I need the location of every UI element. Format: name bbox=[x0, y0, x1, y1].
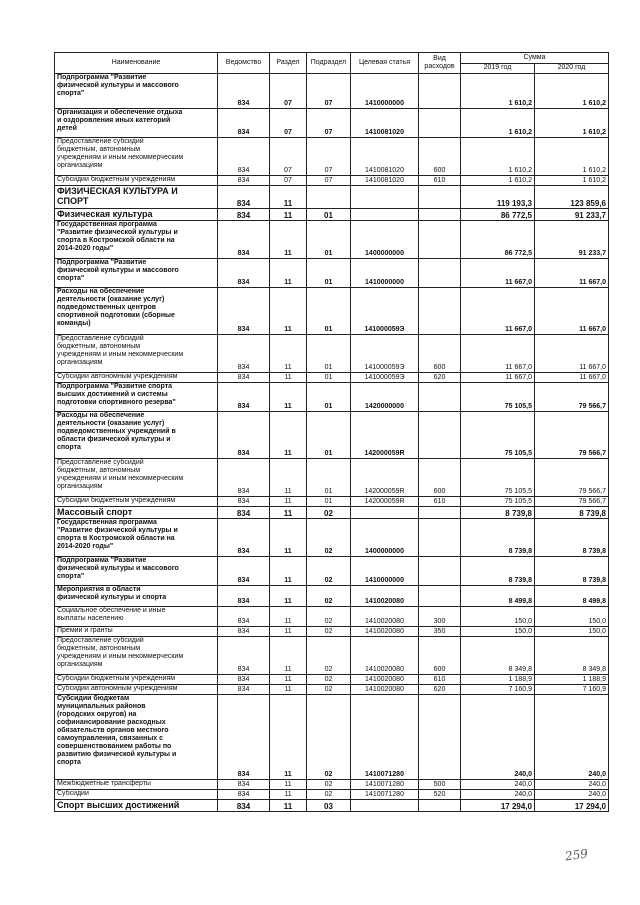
row-target: 1400000000 bbox=[351, 221, 419, 259]
table-row bbox=[55, 507, 609, 519]
row-sum-2019: 75 105,5 bbox=[461, 497, 535, 507]
row-name: Организация и обеспечение отдыха и оздоровления иных категорий детей bbox=[55, 109, 218, 138]
row-dept: 834 bbox=[218, 209, 270, 221]
row-target: 1400000000 bbox=[351, 519, 419, 557]
row-sum-2020: 17 294,0 bbox=[535, 800, 609, 812]
table-row bbox=[55, 519, 609, 557]
table-row bbox=[55, 383, 609, 412]
budget-table bbox=[54, 52, 609, 812]
col-header-subsection: Подраздел bbox=[307, 53, 351, 74]
row-dept: 834 bbox=[218, 259, 270, 288]
row-section: 11 bbox=[270, 497, 307, 507]
row-dept: 834 bbox=[218, 586, 270, 607]
row-name: Физическая культура bbox=[55, 209, 218, 221]
row-dept: 834 bbox=[218, 637, 270, 675]
row-section: 11 bbox=[270, 675, 307, 685]
row-subsection: 02 bbox=[307, 675, 351, 685]
row-section: 07 bbox=[270, 109, 307, 138]
row-name: Премии и гранты bbox=[55, 627, 218, 637]
row-subsection: 02 bbox=[307, 627, 351, 637]
row-subsection: 02 bbox=[307, 637, 351, 675]
row-name: Мероприятия в области физической культуры и спорта bbox=[55, 586, 218, 607]
row-sum-2020: 240,0 bbox=[535, 695, 609, 780]
row-sum-2020: 240,0 bbox=[535, 790, 609, 800]
row-dept: 834 bbox=[218, 221, 270, 259]
row-subsection: 02 bbox=[307, 790, 351, 800]
row-sum-2019: 150,0 bbox=[461, 627, 535, 637]
row-type bbox=[419, 221, 461, 259]
row-sum-2020: 8 499,8 bbox=[535, 586, 609, 607]
row-sum-2019: 240,0 bbox=[461, 780, 535, 790]
row-dept: 834 bbox=[218, 459, 270, 497]
row-sum-2020: 240,0 bbox=[535, 780, 609, 790]
row-target: 1410000000 bbox=[351, 259, 419, 288]
row-type bbox=[419, 695, 461, 780]
row-type bbox=[419, 586, 461, 607]
row-sum-2020: 11 667,0 bbox=[535, 288, 609, 335]
row-target: 1410000000 bbox=[351, 74, 419, 109]
row-sum-2019: 17 294,0 bbox=[461, 800, 535, 812]
row-subsection: 07 bbox=[307, 109, 351, 138]
row-subsection: 01 bbox=[307, 459, 351, 497]
row-sum-2020: 8 739,8 bbox=[535, 507, 609, 519]
row-name: Государственная программа "Развитие физической культуры и спорта в Костромской области на 2014-2020 годы" bbox=[55, 519, 218, 557]
row-target: 1410020080 bbox=[351, 586, 419, 607]
row-sum-2020: 79 566,7 bbox=[535, 383, 609, 412]
row-sum-2019: 7 160,9 bbox=[461, 685, 535, 695]
row-name: Государственная программа "Развитие физической культуры и спорта в Костромской области на 2014-2020 годы" bbox=[55, 221, 218, 259]
row-dept: 834 bbox=[218, 497, 270, 507]
row-dept: 834 bbox=[218, 607, 270, 627]
col-header-name: Наименование bbox=[55, 53, 218, 74]
row-type: 610 bbox=[419, 675, 461, 685]
row-dept: 834 bbox=[218, 685, 270, 695]
row-type bbox=[419, 507, 461, 519]
row-dept: 834 bbox=[218, 780, 270, 790]
row-section: 11 bbox=[270, 209, 307, 221]
row-name: Субсидии автономным учреждениям bbox=[55, 685, 218, 695]
row-type bbox=[419, 383, 461, 412]
row-name: Массовый спорт bbox=[55, 507, 218, 519]
row-name: Субсидии бюджетным учреждениям bbox=[55, 497, 218, 507]
row-target bbox=[351, 209, 419, 221]
row-target: 1420000000 bbox=[351, 383, 419, 412]
row-section: 11 bbox=[270, 186, 307, 209]
row-subsection: 02 bbox=[307, 780, 351, 790]
row-subsection: 01 bbox=[307, 209, 351, 221]
row-sum-2019: 1 610,2 bbox=[461, 176, 535, 186]
col-header-target: Целевая статья bbox=[351, 53, 419, 74]
row-subsection: 03 bbox=[307, 800, 351, 812]
table-row bbox=[55, 497, 609, 507]
row-section: 11 bbox=[270, 412, 307, 459]
row-target: 142000059R bbox=[351, 412, 419, 459]
row-type bbox=[419, 288, 461, 335]
table-row bbox=[55, 138, 609, 176]
row-sum-2019: 11 667,0 bbox=[461, 259, 535, 288]
row-sum-2020: 1 610,2 bbox=[535, 176, 609, 186]
row-subsection: 01 bbox=[307, 373, 351, 383]
row-name: Расходы на обеспечение деятельности (оказание услуг) подведомственных центров спортивной подготовки (сборные команды) bbox=[55, 288, 218, 335]
row-sum-2019: 75 105,5 bbox=[461, 412, 535, 459]
row-subsection: 02 bbox=[307, 557, 351, 586]
row-type bbox=[419, 800, 461, 812]
row-name: Субсидии автономным учреждениям bbox=[55, 373, 218, 383]
row-name: Подпрограмма "Развитие спорта высших достижений и системы подготовки спортивного резерва" bbox=[55, 383, 218, 412]
row-type bbox=[419, 519, 461, 557]
row-sum-2019: 75 105,5 bbox=[461, 459, 535, 497]
row-type: 620 bbox=[419, 685, 461, 695]
row-target: 1410081020 bbox=[351, 176, 419, 186]
table-row bbox=[55, 790, 609, 800]
row-section: 11 bbox=[270, 259, 307, 288]
row-sum-2020: 91 233,7 bbox=[535, 221, 609, 259]
row-dept: 834 bbox=[218, 507, 270, 519]
row-section: 11 bbox=[270, 607, 307, 627]
row-dept: 834 bbox=[218, 373, 270, 383]
row-target: 1410071280 bbox=[351, 780, 419, 790]
row-dept: 834 bbox=[218, 800, 270, 812]
row-section: 11 bbox=[270, 695, 307, 780]
table-row bbox=[55, 109, 609, 138]
row-section: 11 bbox=[270, 800, 307, 812]
row-type bbox=[419, 412, 461, 459]
row-subsection: 01 bbox=[307, 259, 351, 288]
row-type: 600 bbox=[419, 335, 461, 373]
row-subsection: 07 bbox=[307, 138, 351, 176]
row-dept: 834 bbox=[218, 109, 270, 138]
row-dept: 834 bbox=[218, 288, 270, 335]
row-sum-2020: 150,0 bbox=[535, 607, 609, 627]
row-sum-2019: 240,0 bbox=[461, 695, 535, 780]
row-subsection: 02 bbox=[307, 586, 351, 607]
table-row bbox=[55, 373, 609, 383]
row-name: Субсидии бюджетным учреждениям bbox=[55, 176, 218, 186]
row-subsection: 07 bbox=[307, 176, 351, 186]
row-sum-2019: 11 667,0 bbox=[461, 288, 535, 335]
row-sum-2019: 75 105,5 bbox=[461, 383, 535, 412]
row-target bbox=[351, 507, 419, 519]
row-name: Предоставление субсидий бюджетным, автономным учреждениям и иным некоммерческим организациям bbox=[55, 637, 218, 675]
row-target: 142000059R bbox=[351, 497, 419, 507]
row-section: 07 bbox=[270, 138, 307, 176]
row-sum-2019: 11 667,0 bbox=[461, 335, 535, 373]
row-section: 11 bbox=[270, 685, 307, 695]
row-sum-2020: 11 667,0 bbox=[535, 373, 609, 383]
row-section: 11 bbox=[270, 335, 307, 373]
row-target: 141000059Э bbox=[351, 335, 419, 373]
row-subsection: 01 bbox=[307, 288, 351, 335]
row-sum-2019: 1 188,9 bbox=[461, 675, 535, 685]
table-row bbox=[55, 675, 609, 685]
row-sum-2020: 11 667,0 bbox=[535, 259, 609, 288]
budget-table-sheet bbox=[54, 52, 608, 812]
row-type bbox=[419, 109, 461, 138]
row-section: 11 bbox=[270, 557, 307, 586]
col-header-type: Вид расходов bbox=[419, 53, 461, 74]
row-target: 1410000000 bbox=[351, 557, 419, 586]
table-row bbox=[55, 186, 609, 209]
table-row bbox=[55, 459, 609, 497]
row-subsection: 01 bbox=[307, 412, 351, 459]
row-section: 11 bbox=[270, 383, 307, 412]
table-row bbox=[55, 221, 609, 259]
row-target: 141000059Э bbox=[351, 288, 419, 335]
row-sum-2020: 79 566,7 bbox=[535, 459, 609, 497]
row-target: 1410071280 bbox=[351, 695, 419, 780]
row-type bbox=[419, 259, 461, 288]
col-header-dept: Ведомство bbox=[218, 53, 270, 74]
row-type: 610 bbox=[419, 176, 461, 186]
row-sum-2020: 79 566,7 bbox=[535, 412, 609, 459]
row-dept: 834 bbox=[218, 335, 270, 373]
table-row bbox=[55, 259, 609, 288]
row-dept: 834 bbox=[218, 138, 270, 176]
row-section: 11 bbox=[270, 586, 307, 607]
row-sum-2019: 1 610,2 bbox=[461, 138, 535, 176]
row-sum-2020: 1 610,2 bbox=[535, 138, 609, 176]
table-row bbox=[55, 209, 609, 221]
row-dept: 834 bbox=[218, 790, 270, 800]
row-target bbox=[351, 800, 419, 812]
col-header-sum: Сумма bbox=[461, 53, 609, 64]
table-row bbox=[55, 627, 609, 637]
row-type bbox=[419, 557, 461, 586]
page-number: 259 bbox=[564, 846, 589, 864]
row-sum-2020: 7 160,9 bbox=[535, 685, 609, 695]
row-section: 11 bbox=[270, 507, 307, 519]
row-dept: 834 bbox=[218, 186, 270, 209]
row-dept: 834 bbox=[218, 519, 270, 557]
table-row bbox=[55, 695, 609, 780]
row-name: Субсидии bbox=[55, 790, 218, 800]
table-row bbox=[55, 637, 609, 675]
row-sum-2020: 1 610,2 bbox=[535, 109, 609, 138]
row-sum-2020: 91 233,7 bbox=[535, 209, 609, 221]
row-sum-2019: 1 610,2 bbox=[461, 109, 535, 138]
row-name: Предоставление субсидий бюджетным, автономным учреждениям и иным некоммерческим организациям bbox=[55, 459, 218, 497]
row-name: Субсидии бюджетам муниципальных районов (городских округов) на софинансирование расходных обязательств органов местного самоуправления, связанных с совершенствованием работы по развитию физической культуры и спорта bbox=[55, 695, 218, 780]
row-type: 610 bbox=[419, 497, 461, 507]
row-subsection: 01 bbox=[307, 383, 351, 412]
row-section: 11 bbox=[270, 288, 307, 335]
row-target: 1410020080 bbox=[351, 637, 419, 675]
row-sum-2019: 11 667,0 bbox=[461, 373, 535, 383]
row-name: Предоставление субсидий бюджетным, автономным учреждениям и иным некоммерческим организациям bbox=[55, 335, 218, 373]
row-subsection: 02 bbox=[307, 507, 351, 519]
row-section: 11 bbox=[270, 221, 307, 259]
row-sum-2020: 1 188,9 bbox=[535, 675, 609, 685]
table-row bbox=[55, 74, 609, 109]
row-subsection: 02 bbox=[307, 607, 351, 627]
row-sum-2020: 1 610,2 bbox=[535, 74, 609, 109]
row-dept: 834 bbox=[218, 557, 270, 586]
row-dept: 834 bbox=[218, 695, 270, 780]
row-type: 300 bbox=[419, 607, 461, 627]
row-dept: 834 bbox=[218, 627, 270, 637]
row-subsection: 02 bbox=[307, 519, 351, 557]
row-dept: 834 bbox=[218, 383, 270, 412]
row-section: 11 bbox=[270, 790, 307, 800]
table-row bbox=[55, 586, 609, 607]
row-name: ФИЗИЧЕСКАЯ КУЛЬТУРА И СПОРТ bbox=[55, 186, 218, 209]
row-name: Подпрограмма "Развитие физической культуры и массового спорта" bbox=[55, 74, 218, 109]
row-target: 141000059Э bbox=[351, 373, 419, 383]
table-row bbox=[55, 335, 609, 373]
row-sum-2019: 240,0 bbox=[461, 790, 535, 800]
table-row bbox=[55, 800, 609, 812]
row-type: 520 bbox=[419, 790, 461, 800]
row-dept: 834 bbox=[218, 74, 270, 109]
row-section: 07 bbox=[270, 176, 307, 186]
row-target bbox=[351, 186, 419, 209]
row-type: 600 bbox=[419, 459, 461, 497]
row-name: Межбюджетные трансферты bbox=[55, 780, 218, 790]
row-target: 1410020080 bbox=[351, 675, 419, 685]
row-sum-2019: 119 193,3 bbox=[461, 186, 535, 209]
row-target: 1410081020 bbox=[351, 138, 419, 176]
table-row bbox=[55, 557, 609, 586]
row-sum-2020: 11 667,0 bbox=[535, 335, 609, 373]
row-sum-2020: 150,0 bbox=[535, 627, 609, 637]
row-sum-2019: 1 610,2 bbox=[461, 74, 535, 109]
row-sum-2020: 8 739,8 bbox=[535, 519, 609, 557]
row-type: 620 bbox=[419, 373, 461, 383]
col-header-2019: 2019 год bbox=[461, 63, 535, 74]
row-section: 11 bbox=[270, 373, 307, 383]
row-subsection: 07 bbox=[307, 74, 351, 109]
row-type bbox=[419, 209, 461, 221]
row-sum-2020: 79 566,7 bbox=[535, 497, 609, 507]
row-subsection: 02 bbox=[307, 685, 351, 695]
row-subsection: 01 bbox=[307, 497, 351, 507]
row-sum-2019: 86 772,5 bbox=[461, 221, 535, 259]
row-target: 1410020080 bbox=[351, 627, 419, 637]
row-name: Субсидии бюджетным учреждениям bbox=[55, 675, 218, 685]
table-row bbox=[55, 176, 609, 186]
row-subsection bbox=[307, 186, 351, 209]
row-name: Спорт высших достижений bbox=[55, 800, 218, 812]
row-dept: 834 bbox=[218, 412, 270, 459]
row-sum-2019: 8 739,8 bbox=[461, 519, 535, 557]
row-section: 11 bbox=[270, 637, 307, 675]
row-sum-2019: 8 739,8 bbox=[461, 557, 535, 586]
row-type: 600 bbox=[419, 637, 461, 675]
row-target: 1410020080 bbox=[351, 607, 419, 627]
row-sum-2020: 123 859,6 bbox=[535, 186, 609, 209]
col-header-2020: 2020 год bbox=[535, 63, 609, 74]
row-dept: 834 bbox=[218, 675, 270, 685]
row-subsection: 02 bbox=[307, 695, 351, 780]
row-subsection: 01 bbox=[307, 221, 351, 259]
row-name: Социальное обеспечение и иные выплаты населению bbox=[55, 607, 218, 627]
table-row bbox=[55, 780, 609, 790]
row-target: 1410020080 bbox=[351, 685, 419, 695]
row-sum-2019: 8 349,8 bbox=[461, 637, 535, 675]
row-sum-2020: 8 739,8 bbox=[535, 557, 609, 586]
row-section: 11 bbox=[270, 627, 307, 637]
table-row bbox=[55, 607, 609, 627]
row-type: 600 bbox=[419, 138, 461, 176]
row-section: 07 bbox=[270, 74, 307, 109]
row-name: Подпрограмма "Развитие физической культуры и массового спорта" bbox=[55, 557, 218, 586]
row-name: Расходы на обеспечение деятельности (оказание услуг) подведомственных учреждений в области физической культуры и спорта bbox=[55, 412, 218, 459]
row-type: 500 bbox=[419, 780, 461, 790]
row-dept: 834 bbox=[218, 176, 270, 186]
row-type bbox=[419, 74, 461, 109]
row-subsection: 01 bbox=[307, 335, 351, 373]
row-sum-2019: 8 499,8 bbox=[461, 586, 535, 607]
row-sum-2019: 8 739,8 bbox=[461, 507, 535, 519]
col-header-section: Раздел bbox=[270, 53, 307, 74]
table-row bbox=[55, 412, 609, 459]
row-section: 11 bbox=[270, 459, 307, 497]
row-target: 1410081020 bbox=[351, 109, 419, 138]
row-section: 11 bbox=[270, 519, 307, 557]
row-target: 1410071280 bbox=[351, 790, 419, 800]
row-sum-2019: 86 772,5 bbox=[461, 209, 535, 221]
row-name: Подпрограмма "Развитие физической культуры и массового спорта" bbox=[55, 259, 218, 288]
row-target: 142000059R bbox=[351, 459, 419, 497]
table-body bbox=[55, 74, 609, 812]
table-row bbox=[55, 685, 609, 695]
row-type: 350 bbox=[419, 627, 461, 637]
row-sum-2019: 150,0 bbox=[461, 607, 535, 627]
row-section: 11 bbox=[270, 780, 307, 790]
row-type bbox=[419, 186, 461, 209]
row-sum-2020: 8 349,8 bbox=[535, 637, 609, 675]
row-name: Предоставление субсидий бюджетным, автономным учреждениям и иным некоммерческим организациям bbox=[55, 138, 218, 176]
table-row bbox=[55, 288, 609, 335]
